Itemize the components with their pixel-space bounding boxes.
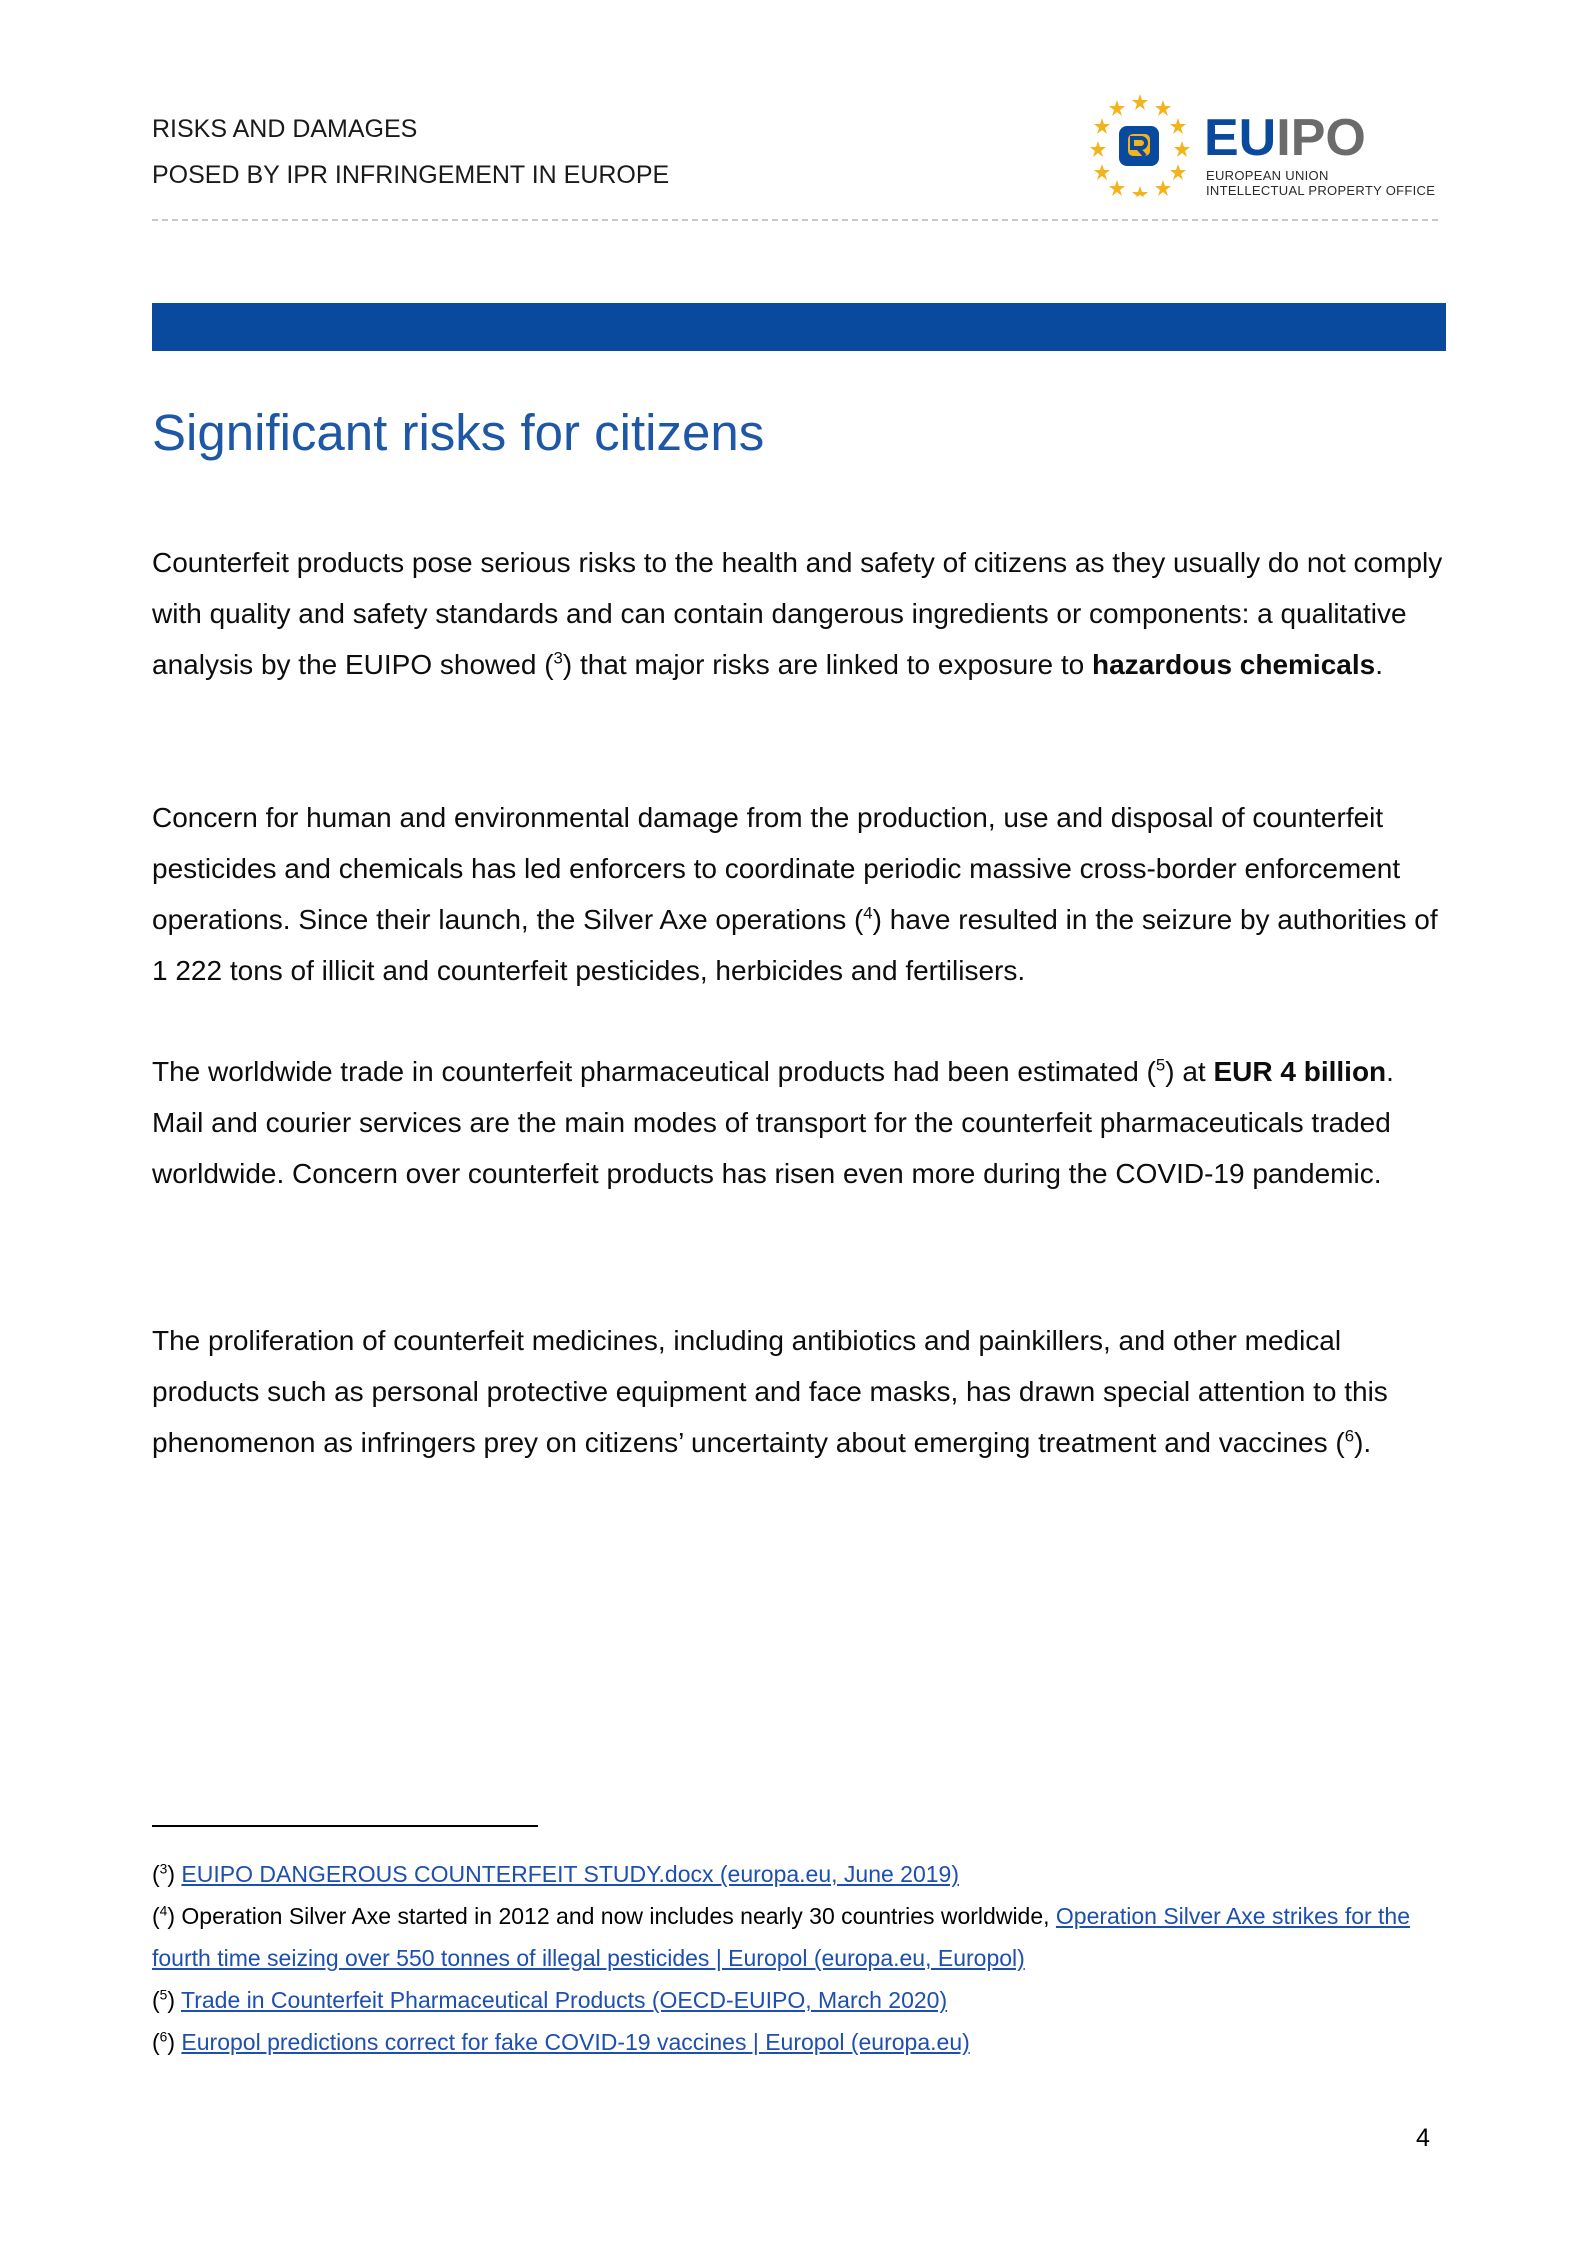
- logo-wordmark: [1204, 109, 1366, 167]
- section-banner: [152, 303, 1446, 351]
- page-number: 4: [1416, 2124, 1430, 2152]
- paragraph-4-text-b: ).: [1354, 1427, 1372, 1458]
- footnote-6-number: 6: [159, 2029, 168, 2045]
- paragraph-3-text-c: . Mail and courier services are the main modes of transport for the counterfeit pharmaceuticals traded worldwide. Concern over counterfeit products has risen even more during the COVID-19 pandemic.: [152, 1056, 1394, 1189]
- header-divider: [152, 219, 1438, 221]
- paragraph-2-text-a: Concern for human and environmental damage from the production, use and disposal of counterfeit pesticides and chemicals has led enforcers to coordinate periodic massive cross-border enforcement operations. Since their launch, the Silver Axe operations (: [152, 802, 1401, 935]
- paragraph-2-text-b: ) have resulted in the seizure by authorities of 1 222 tons of illicit and counterfeit pesticides, herbicides and fertilisers.: [152, 904, 1438, 986]
- footnote-5-number: 5: [159, 1987, 168, 2003]
- footnote-6: ($^6$) Europol predictions correct for fake COVID-19 vaccines | Europol (europa.eu): [152, 2029, 970, 2055]
- page-title: Significant risks for citizens: [152, 404, 765, 461]
- footnote-4-number: 4: [159, 1903, 168, 1919]
- footnote-ref-5: 5: [1155, 1055, 1166, 1075]
- footnote-4: ($^4$) Operation Silver Axe started in 2012 and now includes nearly 30 countries worldwide, Operation Silver Axe strikes for the fourth time seizing over 550 tonnes of illegal pesticides | Europol (europa.eu, Europol): [152, 1903, 1411, 1971]
- paragraph-1: [152, 537, 1452, 690]
- logo-subtitle-line2: INTELLECTUAL PROPERTY OFFICE: [1206, 183, 1436, 198]
- footnote-4-link[interactable]: Operation Silver Axe strikes for the fourth time seizing over 550 tonnes of illegal pesticides | Europol (europa.eu, Europol): [152, 1903, 1411, 1971]
- footnote-3: ($^3$) EUIPO DANGEROUS COUNTERFEIT STUDY.docx (europa.eu, June 2019): [152, 1861, 960, 1887]
- emphasis-eur-4-billion: EUR 4 billion: [1213, 1056, 1387, 1087]
- paragraph-1-text-a: Counterfeit products pose serious risks to the health and safety of citizens as they usually do not comply with quality and safety standards and can contain dangerous ingredients or components: a qualitative analysis by the EUIPO showed (: [152, 547, 1443, 680]
- logo-word-ipo: IPO: [1276, 109, 1366, 167]
- paragraph-3-text-b: ) at: [1165, 1056, 1214, 1087]
- paragraph-4-text-a: The proliferation of counterfeit medicines, including antibiotics and painkillers, and other medical products such as personal protective equipment and face masks, has drawn special attention to this phenomenon as infringers prey on citizens’ uncertainty about emerging treatment and vaccines (: [152, 1325, 1388, 1458]
- running-header-line1: RISKS AND DAMAGES: [152, 115, 418, 143]
- logo-word-eu: EU: [1204, 109, 1277, 167]
- paragraph-3: [152, 1046, 1452, 1199]
- logo-subtitle-line1: EUROPEAN UNION: [1206, 168, 1329, 183]
- footnote-separator: [152, 1825, 538, 1827]
- running-header-line2: POSED BY IPR INFRINGEMENT IN EUROPE: [152, 161, 670, 189]
- footnote-5: ($^5$) Trade in Counterfeit Pharmaceutical Products (OECD-EUIPO, March 2020): [152, 1987, 948, 2013]
- euipo-emblem-icon: [1088, 94, 1192, 198]
- emphasis-hazardous-chemicals: hazardous chemicals: [1091, 649, 1376, 680]
- paragraph-1-text-c: .: [1375, 649, 1383, 680]
- footnote-ref-6: 6: [1344, 1426, 1355, 1446]
- paragraph-2: [152, 792, 1452, 996]
- footnote-4-text: Operation Silver Axe started in 2012 and now includes nearly 30 countries worldwide,: [181, 1903, 1056, 1929]
- paragraph-3-text-a: The worldwide trade in counterfeit pharmaceutical products had been estimated (: [152, 1056, 1156, 1087]
- paragraph-4: [152, 1315, 1452, 1468]
- footnote-ref-4: 4: [863, 903, 873, 923]
- footnote-ref-3: 3: [553, 648, 563, 668]
- footnote-6-link[interactable]: Europol predictions correct for fake COVID-19 vaccines | Europol (europa.eu): [181, 2029, 970, 2055]
- footnote-5-link[interactable]: Trade in Counterfeit Pharmaceutical Products (OECD-EUIPO, March 2020): [181, 1987, 948, 2013]
- paragraph-1-text-b: ) that major risks are linked to exposure to: [562, 649, 1092, 680]
- footnote-3-link[interactable]: EUIPO DANGEROUS COUNTERFEIT STUDY.docx (europa.eu, June 2019): [181, 1861, 960, 1887]
- footnote-3-number: 3: [159, 1861, 168, 1877]
- euipo-logo: [1088, 94, 1448, 198]
